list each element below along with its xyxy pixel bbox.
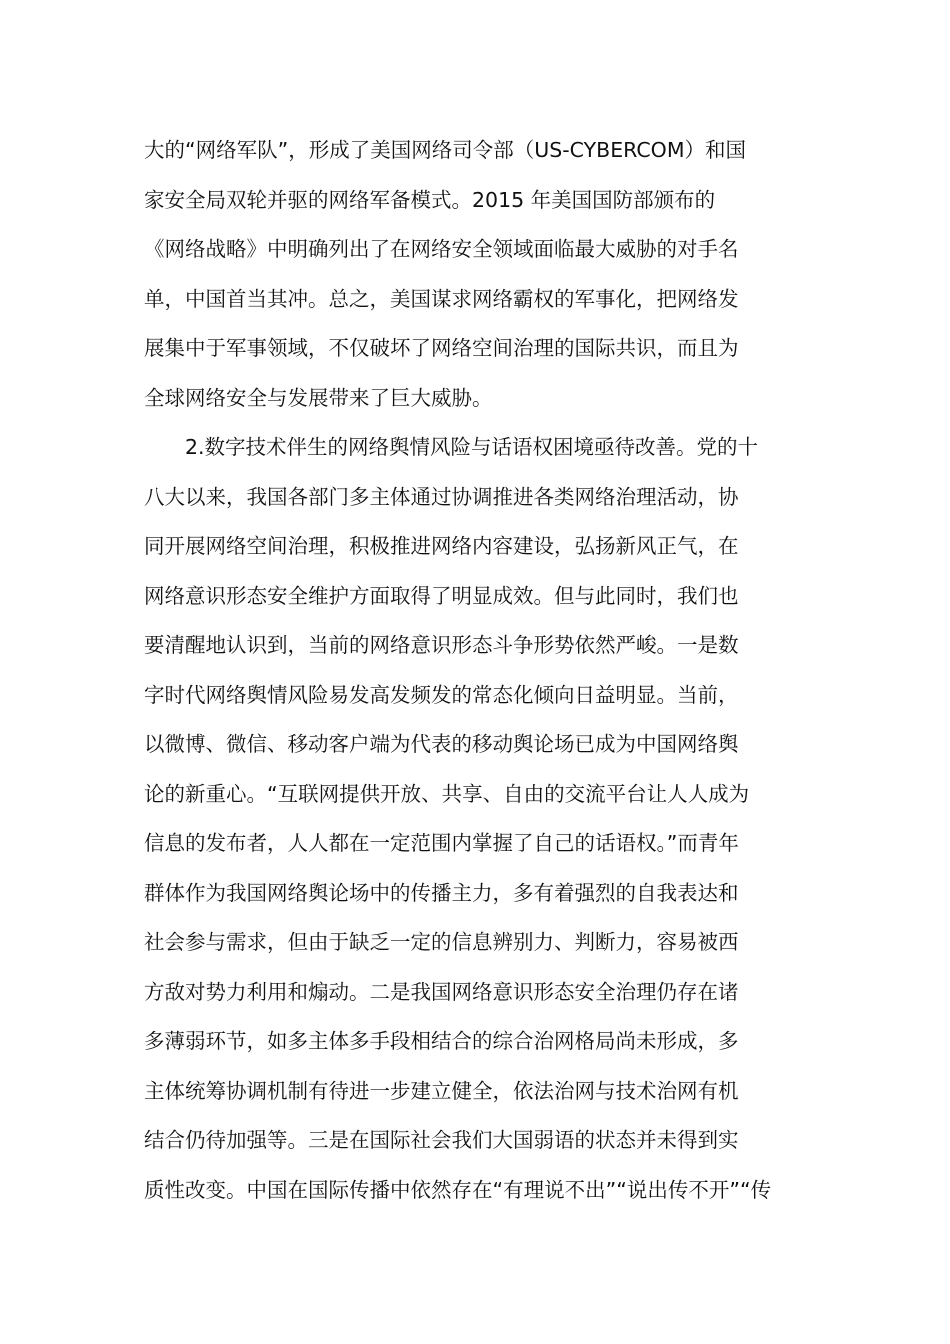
text-line: 社会参与需求，但由于缺乏一定的信息辨别力、判断力，容易被西 <box>144 930 739 954</box>
body-text <box>144 126 809 1215</box>
paragraph-2 <box>144 423 809 1215</box>
text-line: 大的“网络军队”，形成了美国网络司令部（US-CYBERCOM）和国 <box>144 138 747 162</box>
text-line: 字时代网络舆情风险易发高发频发的常态化倾向日益明显。当前， <box>144 682 739 707</box>
text-line: 展集中于军事领域，不仅破坏了网络空间治理的国际共识，而且为 <box>144 336 739 360</box>
text-line: 单，中国首当其冲。总之，美国谋求网络霸权的军事化，把网络发 <box>144 286 739 311</box>
text-line: 网络意识形态安全维护方面取得了明显成效。但与此同时，我们也 <box>144 583 739 608</box>
text-line: 《网络战略》中明确列出了在网络安全领域面临最大威胁的对手名 <box>144 237 739 261</box>
text-line: 八大以来，我国各部门多主体通过协调推进各类网络治理活动，协 <box>144 484 739 509</box>
text-line: 2.数字技术伴生的网络舆情风险与话语权困境亟待改善。党的十 <box>144 435 759 459</box>
paragraph-1 <box>144 126 809 423</box>
text-line: 方敌对势力利用和煽动。二是我国网络意识形态安全治理仍存在诸 <box>144 979 739 1004</box>
text-line: 要清醒地认识到，当前的网络意识形态斗争形势依然严峻。一是数 <box>144 633 739 657</box>
text-line: 群体作为我国网络舆论场中的传播主力，多有着强烈的自我表达和 <box>144 880 739 905</box>
text-line: 主体统筹协调机制有待进一步建立健全，依法治网与技术治网有机 <box>144 1078 739 1103</box>
text-line: 同开展网络空间治理，积极推进网络内容建设，弘扬新风正气，在 <box>144 534 739 558</box>
text-line: 全球网络安全与发展带来了巨大威胁。 <box>144 385 493 410</box>
text-line: 以微博、微信、移动客户端为代表的移动舆论场已成为中国网络舆 <box>144 732 739 756</box>
text-line: 结合仍待加强等。三是在国际社会我们大国弱语的状态并未得到实 <box>144 1128 739 1152</box>
text-line: 论的新重心。“互联网提供开放、共享、自由的交流平台让人人成为 <box>144 781 750 806</box>
text-line: 信息的发布者，人人都在一定范围内掌握了自己的话语权。”而青年 <box>144 831 739 855</box>
text-line: 质性改变。中国在国际传播中依然存在“有理说不出”“说出传不开”“传 <box>144 1177 772 1202</box>
text-line: 家安全局双轮并驱的网络军备模式。2015 年美国国防部颁布的 <box>144 187 716 212</box>
text-line: 多薄弱环节，如多主体多手段相结合的综合治网格局尚未形成，多 <box>144 1029 739 1053</box>
